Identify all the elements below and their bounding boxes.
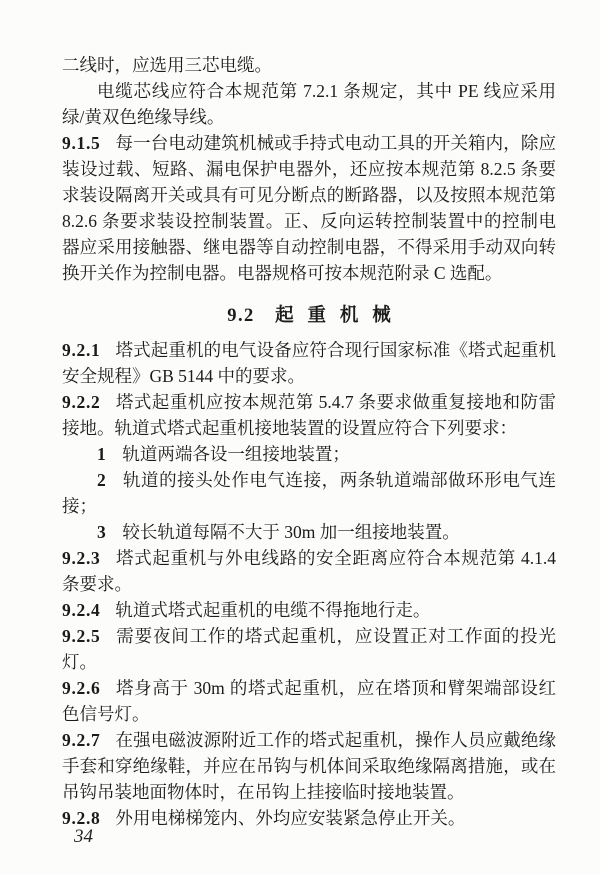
clause-number: 9.2.7 [62, 730, 101, 750]
section-title: 起重机械 [275, 306, 405, 326]
clause-number: 9.2.8 [62, 808, 101, 828]
clause-number: 9.2.6 [62, 678, 101, 698]
clause-text: 塔式起重机应按本规范第 5.4.7 条要求做重复接地和防雷接地。轨道式塔式起重机接地装置的设置应符合下列要求： [62, 392, 556, 438]
clause-text: 塔式起重机与外电线路的安全距离应符合本规范第 4.1.4 条要求。 [62, 548, 556, 594]
clause-9-2-8 [62, 805, 556, 831]
section-number: 9.2 [227, 306, 255, 326]
list-item-1 [62, 441, 556, 467]
clause-text: 在强电磁波源附近工作的塔式起重机，操作人员应戴绝缘手套和穿绝缘鞋，并应在吊钩与机体间采取绝缘隔离措施，或在吊钩吊装地面物体时，在吊钩上挂接临时接地装置。 [62, 730, 556, 802]
clause-number: 9.2.4 [62, 600, 101, 620]
item-number: 2 [97, 470, 106, 490]
clause-number: 9.2.1 [62, 340, 101, 360]
clause-text: 需要夜间工作的塔式起重机，应设置正对工作面的投光灯。 [62, 626, 556, 672]
clause-9-2-1 [62, 337, 556, 389]
item-number: 1 [97, 444, 106, 464]
section-heading [62, 303, 556, 329]
body-paragraph: 二线时，应选用三芯电缆。 [62, 55, 272, 75]
clause-number: 9.2.2 [62, 392, 101, 412]
body-paragraph: 电缆芯线应符合本规范第 7.2.1 条规定，其中 PE 线应采用绿/黄双色绝缘导线。 [62, 81, 556, 127]
clause-9-1-5 [62, 130, 556, 286]
clause-number: 9.1.5 [62, 133, 101, 153]
clause-number: 9.2.5 [62, 626, 101, 646]
clause-9-2-7 [62, 727, 556, 805]
clause-text: 每一台电动建筑机械或手持式电动工具的开关箱内，除应装设过载、短路、漏电保护电器外，还应按本规范第 8.2.5 条要求装设隔离开关或具有可见分断点的断路器，以及按照本规范第 8.2.6 条要求装设控制装置。正、反向运转控制装置中的控制电器应采用接触器、继电器等自动控制电器，不得采用手动双向转换开关作为控制电器。电器规格可按本规范附录 C 选配。 [62, 133, 556, 283]
clause-9-2-4 [62, 597, 556, 623]
list-item-2 [62, 467, 556, 519]
clause-text: 外用电梯梯笼内、外均应安装紧急停止开关。 [115, 808, 466, 828]
clause-9-2-5 [62, 623, 556, 675]
clause-9-2-6 [62, 675, 556, 727]
item-text: 轨道两端各设一组接地装置； [122, 444, 350, 464]
clause-9-2-2 [62, 389, 556, 441]
item-text: 较长轨道每隔不大于 30m 加一组接地装置。 [122, 522, 460, 542]
page-number: 34 [74, 826, 93, 847]
clause-text: 塔式起重机的电气设备应符合现行国家标准《塔式起重机安全规程》GB 5144 中的要求。 [62, 340, 556, 386]
item-number: 3 [97, 522, 106, 542]
clause-9-2-3 [62, 545, 556, 597]
list-item-3 [62, 519, 556, 545]
clause-text: 轨道式塔式起重机的电缆不得拖地行走。 [115, 600, 431, 620]
item-text: 轨道的接头处作电气连接，两条轨道端部做环形电气连接； [62, 470, 556, 516]
clause-number: 9.2.3 [62, 548, 101, 568]
clause-text: 塔身高于 30m 的塔式起重机，应在塔顶和臂架端部设红色信号灯。 [62, 678, 556, 724]
